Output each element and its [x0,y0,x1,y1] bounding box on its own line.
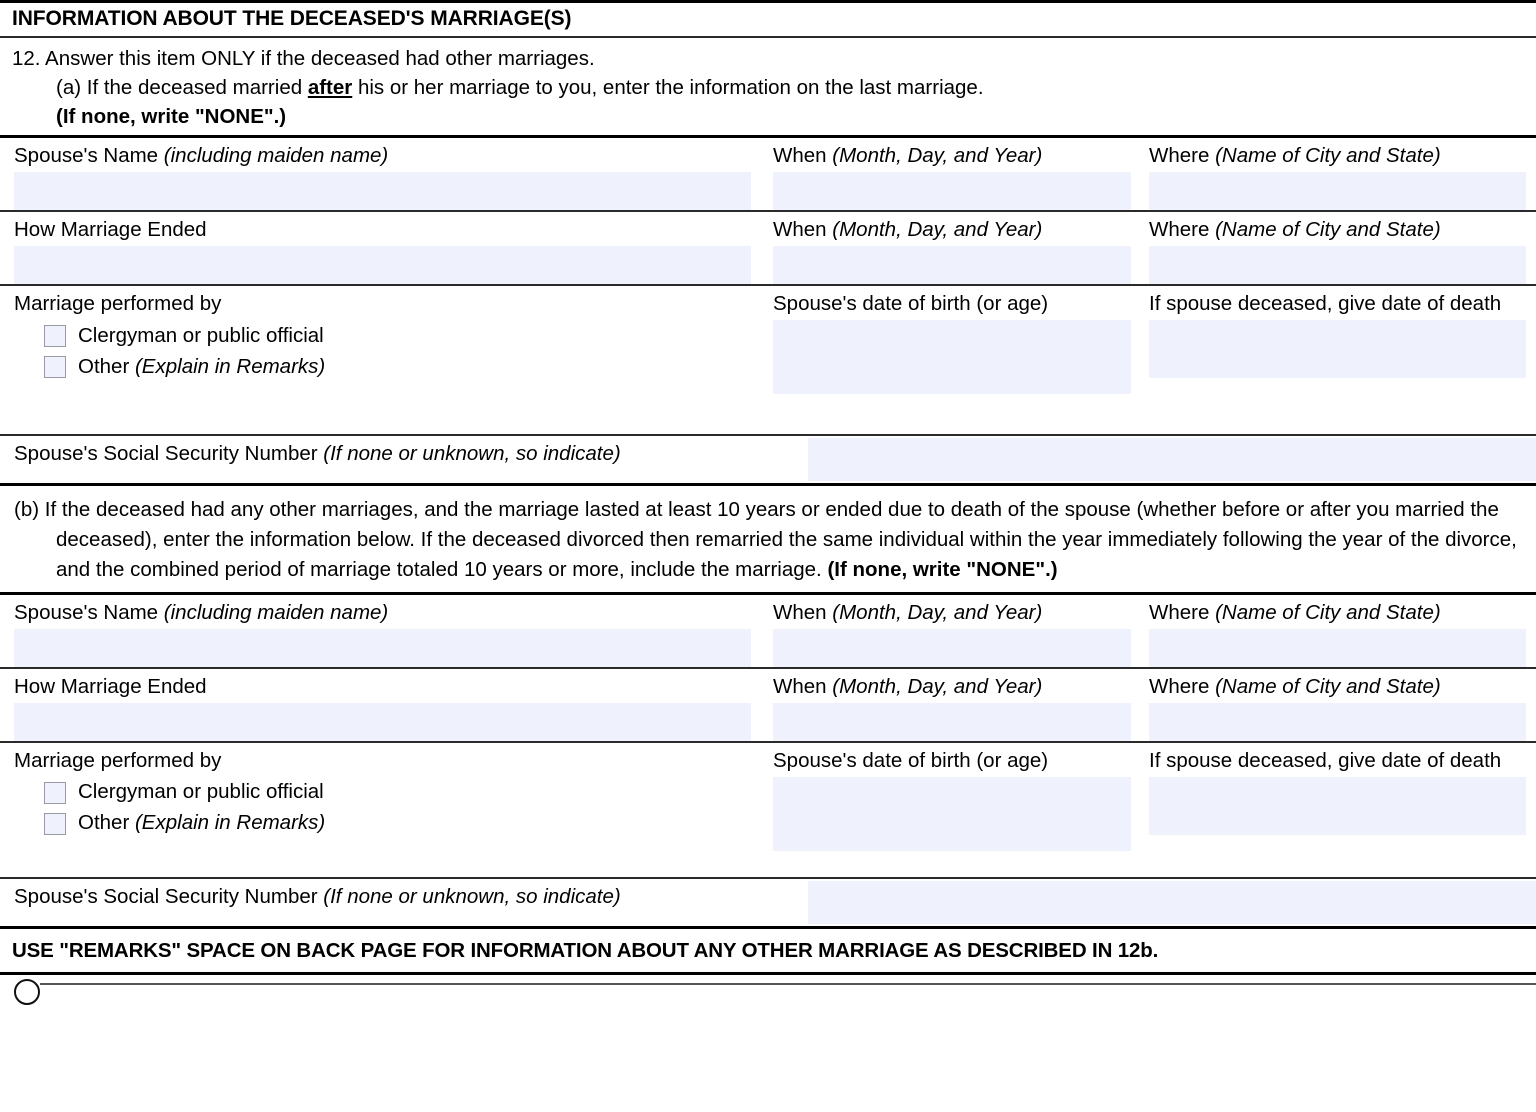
label-b-spouse-dob: Spouse's date of birth (or age) [773,748,1049,772]
label-spouse-name-note: (including maiden name) [163,144,389,168]
label-b-when-marriage [765,600,1141,625]
cell-a-performed-by [0,286,765,434]
cell-a-death-date [1141,286,1536,434]
table-row [0,595,1536,667]
checkbox-other-b-icon[interactable] [44,813,66,835]
label-a-ssn-text: Spouse's Social Security Number [14,442,318,466]
input-a-ended-when[interactable] [773,246,1131,284]
checkbox-other-note: (Explain in Remarks) [134,355,326,379]
label-where-ended-text: Where [1149,218,1210,242]
label-a-ssn [0,436,808,483]
label-b-when-note: (Month, Day, and Year) [832,600,1043,624]
marriage-table-b-row3 [0,743,1536,877]
checkbox-other-text: Other [78,355,130,379]
label-where-note: (Name of City and State) [1215,144,1441,168]
table-row [0,212,1536,284]
item-12a-text-post: his or her marriage to you, enter the information on the last marriage. [352,76,984,100]
table-row [0,669,1536,741]
label-b-where-ended-text: Where [1149,674,1210,698]
input-b-ended-when[interactable] [773,703,1131,741]
input-a-death-date[interactable] [1149,320,1526,378]
item-12a-none-note: (If none, write "NONE".) [56,105,287,129]
cell-b-performed-by [0,743,765,877]
input-b-dob[interactable] [773,777,1131,851]
label-spouse-name [0,143,765,168]
label-b-ssn-text: Spouse's Social Security Number [14,884,318,908]
input-b-ended-where[interactable] [1149,703,1526,741]
label-when-ended [765,217,1141,242]
cell-b-death-date [1141,743,1536,877]
checkbox-clergyman-icon[interactable] [44,325,66,347]
label-where-ended-note: (Name of City and State) [1215,218,1441,242]
item-12a-line [12,73,1524,102]
next-section-line [40,983,1536,985]
label-where-text: Where [1149,144,1210,168]
cell-a-marriage-where [1141,138,1536,210]
input-a-marriage-when[interactable] [773,172,1131,210]
label-a-ssn-note: (If none or unknown, so indicate) [323,442,621,466]
label-b-where-text: Where [1149,600,1210,624]
label-b-spouse-name [0,600,765,625]
marriage-table-b-row2 [0,669,1536,741]
input-a-marriage-where[interactable] [1149,172,1526,210]
checkbox-row-other[interactable] [0,356,765,378]
marriage-table-a [0,138,1536,210]
label-b-marriage-performed-by: Marriage performed by [14,748,222,772]
checkbox-other-b-text: Other [78,811,130,835]
label-marriage-performed-by: Marriage performed by [14,292,222,316]
checkbox-row-clergyman[interactable] [0,325,765,347]
label-how-marriage-ended: How Marriage Ended [14,218,207,242]
section-title: INFORMATION ABOUT THE DECEASED'S MARRIAGE(S) [12,7,572,30]
item-12a-emphasis: after [307,76,353,100]
label-b-spouse-death-date: If spouse deceased, give date of death [1149,748,1502,772]
checkbox-other-b-note: (Explain in Remarks) [134,811,326,835]
cell-a-ended-when [765,212,1141,284]
item-12b-text: (b) If the deceased had any other marriages, and the marriage lasted at least 10 years or ended due to death of the spouse (whether before or after you married the deceased), enter the information below. If the deceased divorced then remarried the same individual within the year immediately following the year of the divorce, and the combined period of marriage totaled 10 years or more, include the marriage. [14,498,1517,581]
label-where-marriage [1141,143,1536,168]
table-row [0,286,1536,434]
marriage-table-a-row2 [0,212,1536,284]
item-12b-paragraph [0,486,1536,591]
checkbox-row-other-b[interactable] [0,813,765,835]
label-b-where-ended-note: (Name of City and State) [1215,674,1441,698]
item-12b-bold-note: (If none, write "NONE".) [827,557,1058,581]
cell-b-ended-when [765,669,1141,741]
checkbox-row-clergyman-b[interactable] [0,782,765,804]
cell-b-ended-where [1141,669,1536,741]
marriage-table-a-row3 [0,286,1536,434]
label-b-where-ended [1141,674,1536,699]
label-b-where-marriage [1141,600,1536,625]
checkbox-other-icon[interactable] [44,356,66,378]
label-when-ended-note: (Month, Day, and Year) [832,218,1043,242]
input-a-ssn[interactable] [808,438,1536,481]
label-b-ssn [0,879,808,926]
label-spouse-name-text: Spouse's Name [14,144,159,168]
label-spouse-dob: Spouse's date of birth (or age) [773,292,1049,316]
cell-b-marriage-when [765,595,1141,667]
label-when-ended-text: When [773,218,827,242]
label-when-text: When [773,144,827,168]
checkbox-clergyman-label: Clergyman or public official [78,324,324,348]
checkbox-other-b-label [78,813,325,834]
cell-b-how-ended [0,669,765,741]
label-spouse-death-date: If spouse deceased, give date of death [1149,292,1502,316]
input-b-marriage-when[interactable] [773,629,1131,667]
checkbox-clergyman-b-icon[interactable] [44,782,66,804]
input-b-spouse-name[interactable] [14,629,751,667]
item-12a-text-pre: (a) If the deceased married [56,76,308,100]
cell-b-spouse-name [0,595,765,667]
label-when-note: (Month, Day, and Year) [832,144,1043,168]
label-b-how-marriage-ended: How Marriage Ended [14,674,207,698]
input-a-spouse-name[interactable] [14,172,751,210]
label-b-when-ended-note: (Month, Day, and Year) [832,674,1043,698]
input-a-ended-where[interactable] [1149,246,1526,284]
table-row [0,138,1536,210]
label-where-ended [1141,217,1536,242]
checkbox-clergyman-b-label: Clergyman or public official [78,780,324,804]
cell-b-dob [765,743,1141,877]
label-b-where-note: (Name of City and State) [1215,600,1441,624]
input-b-ssn[interactable] [808,881,1536,924]
input-a-how-ended[interactable] [14,246,751,284]
label-b-spouse-name-note: (including maiden name) [163,600,389,624]
cell-a-how-ended [0,212,765,284]
label-b-ssn-note: (If none or unknown, so indicate) [323,884,621,908]
label-b-when-ended-text: When [773,674,827,698]
cell-a-dob [765,286,1141,434]
row-a-ssn [0,436,1536,483]
item-12-instructions [0,38,1536,135]
checkbox-other-label [78,357,325,378]
footer-remarks-notice: USE "REMARKS" SPACE ON BACK PAGE FOR INFORMATION ABOUT ANY OTHER MARRIAGE AS DESCRIBED IN 12b. [12,938,1159,962]
table-row [0,743,1536,877]
input-a-dob[interactable] [773,320,1131,394]
label-b-when-ended [765,674,1141,699]
input-b-how-ended[interactable] [14,703,751,741]
label-b-when-text: When [773,600,827,624]
label-b-spouse-name-text: Spouse's Name [14,600,159,624]
input-b-marriage-where[interactable] [1149,629,1526,667]
label-when-marriage [765,143,1141,168]
item-12-line-1: 12. Answer this item ONLY if the deceased had other marriages. [12,47,595,71]
next-section-stub [0,975,1536,985]
next-section-circle-icon [14,979,40,1005]
cell-a-ended-where [1141,212,1536,284]
marriage-table-b [0,595,1536,667]
cell-a-spouse-name [0,138,765,210]
input-b-death-date[interactable] [1149,777,1526,835]
cell-b-marriage-where [1141,595,1536,667]
row-b-ssn [0,879,1536,926]
cell-a-marriage-when [765,138,1141,210]
